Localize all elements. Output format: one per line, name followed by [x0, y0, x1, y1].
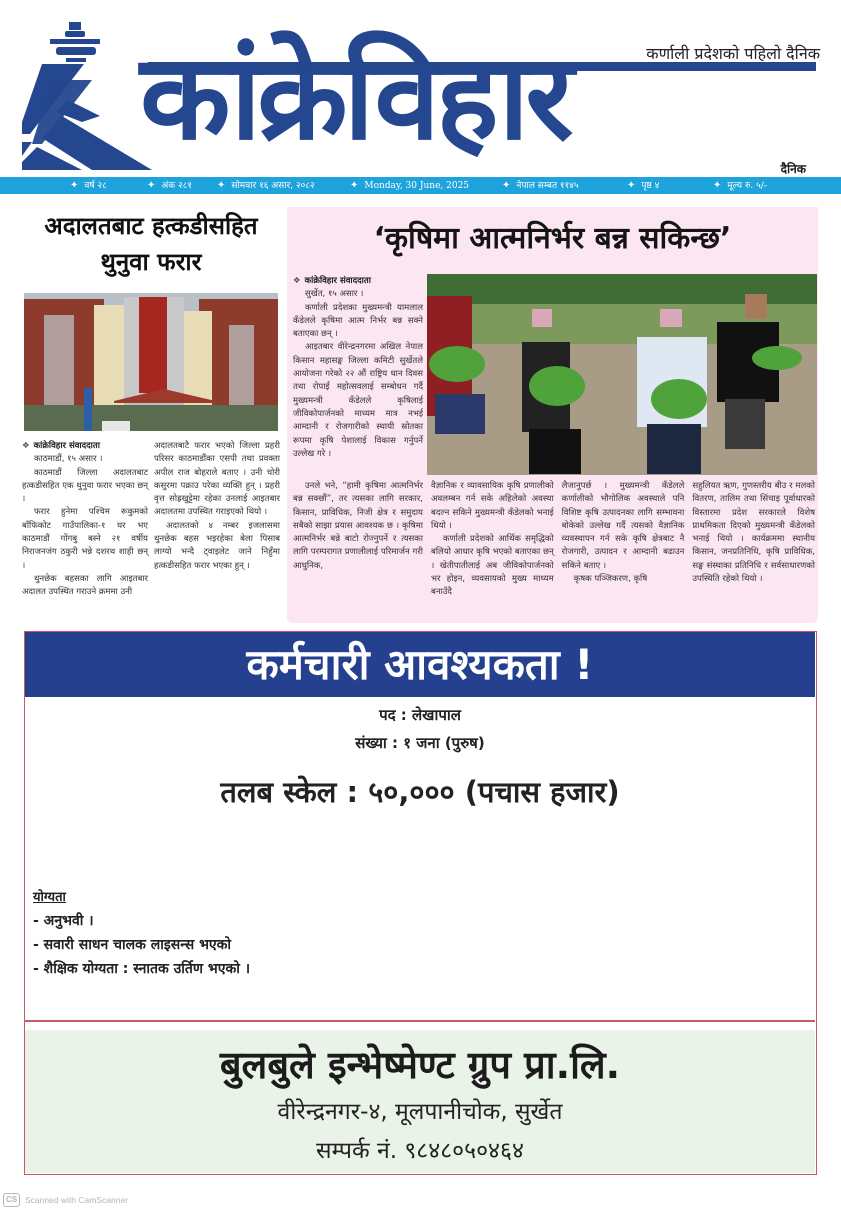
job-count: संख्या : १ जना (पुरुष) — [355, 734, 485, 752]
rice-planting-photo — [427, 274, 817, 475]
info-english-date: ✦ Monday, 30 June, 2025 — [350, 180, 470, 191]
info-price: ✦ मूल्य रु. ५/- — [713, 180, 768, 191]
daily-label: दैनिक — [780, 162, 806, 176]
diamond-bullet-icon: ❖ — [22, 441, 30, 451]
star-icon: ✦ — [502, 180, 511, 191]
masthead — [0, 0, 841, 178]
feature-headline: ‘कृषिमा आत्मनिर्भर बन्न सकिन्छ’ — [373, 221, 732, 256]
qualification-item: - अनुभवी । — [33, 913, 94, 929]
court-escape-story — [22, 200, 280, 620]
watermark-text: Scanned with CamScanner — [25, 1195, 129, 1205]
story-column-1: ❖ कांक्रेविहार संवाददाता काठमाडौं, १५ असार । काठमाडौं जिल्ला अदालतबाट हत्कडीसहित एक थुनुवा फरार भएका छन् । फरार हुनेमा पश्चिम रूकुमको बाँफिकोट गाउँपालिका-१ घर भए काठमाडौं गोंगबु बस्ने २१ वर्षीय निराजनजंग ठकुरी भन्ने दशरथ शाही छन् । थुनछेक बहसका लागि आइतबार अदालत उपस्थित गराउने क्रममा उनी — [22, 441, 148, 598]
star-icon: ✦ — [147, 180, 156, 191]
feature-column-3: लैजानुपर्छ । मुख्यमन्त्री कँडेलले कर्णालीको भौगोलिक अवस्थाले पनि विशिष्ट कृषि उत्पादनका लागि सम्भावना बोकेको उल्लेख गर्दै त्यसको वैज्ञानिक व्यवस्थापन गर्न सके कृषि क्षेत्रबाट नै रोजगारी, उत्पादन र आम्दानी बढाउन सकिने बताए । कृषक पञ्जिकरण, कृषि — [561, 481, 685, 585]
star-icon: ✦ — [350, 180, 359, 191]
camscanner-watermark — [3, 1193, 128, 1207]
camscanner-logo-icon: CS — [3, 1193, 20, 1207]
qualification-item: - शैक्षिक योग्यता : स्नातक उर्तिण भएको । — [33, 961, 251, 977]
info-nepali-date: ✦ सोमवार १६ असार, २०८२ — [217, 180, 315, 191]
qualifications-title: योग्यता — [33, 890, 66, 905]
job-post: पद : लेखापाल — [379, 706, 461, 724]
story-headline: अदालतबाट हत्कडीसहित थुनुवा फरार — [44, 212, 258, 276]
byline: ❖ कांक्रेविहार संवाददाता — [22, 441, 100, 451]
star-icon: ✦ — [70, 180, 79, 191]
byline: ❖ कांक्रेविहार संवाददाता — [293, 276, 371, 286]
company-name: बुलबुले इन्भेष्मेण्ट ग्रुप प्रा.लि. — [219, 1043, 621, 1087]
story-column-2: अदालतबाटै फरार भएको जिल्ला प्रहरी परिसर काठमाडौंका एसपी तथा प्रवक्ता अपील राज बोहराले बताए । उनी चोरी कसुरमा पक्राउ परेका व्यक्ति हुन् । प्रहरी वृत्त सोह्रखुट्टेमा रहेका उनलाई आइतबार अदालतमा उपस्थित गराइएको थियो । अदालतको ४ नम्बर इजलासमा थुनछेक बहस भइरहेका बेला पिसाब लाग्यो भन्दै ट्वाइलेट जाने निहुँमा हत्कडीसहित फरार भएका हुन् । — [154, 441, 280, 571]
info-page: ✦ पृष्ठ ४ — [627, 180, 660, 191]
info-year: ✦ वर्ष २८ — [70, 180, 107, 191]
feature-column-4: सहुलियत ऋण, गुणस्तरीय बीउ र मलको वितरण, तालिम तथा सिंचाइ पूर्वाधारको विस्तारमा प्रदेश सरकारले विशेष प्राथमिकता दिएको मुख्यमन्त्री कँडेलको भनाई थियो । कार्यक्रममा स्थानीय किसान, जनप्रतिनिधि, कृषि प्राविधिक, सङ्घ संस्थाका प्रतिनिधि र सर्वसाधारणको उपस्थिति रहेको थियो । — [692, 481, 816, 585]
salary-scale: तलब स्केल : ५०,००० (पचास हजार) — [220, 775, 620, 809]
company-info — [25, 1030, 815, 1173]
agriculture-feature-story — [287, 207, 818, 623]
info-issue: ✦ अंक २८१ — [147, 180, 193, 191]
feature-column-1: उनले भने, “हामी कृषिमा आत्मनिर्भर बन्न सक्छौं”, तर त्यसका लागि सरकार, किसान, प्राविधिक, निजी क्षेत्र र समुदाय सबैको साझा प्रयास आवश्यक छ । कृषिमा आत्मनिर्भर बन्ने बाटो रोज्नुपर्ने र त्यसका लागि परम्परागत प्रणालीलाई परिमार्जन गरी आधुनिक, — [293, 481, 423, 571]
qualifications — [33, 887, 433, 981]
qualification-item: - सवारी साधन चालक लाइसन्स भएको — [33, 937, 232, 953]
info-nepal-sambat: ✦ नेपाल सम्बत ११४५ — [502, 180, 579, 191]
star-icon: ✦ — [217, 180, 226, 191]
feature-column-2: वैज्ञानिक र व्यावसायिक कृषि प्रणालीको अवलम्बन गर्न सके अहिलेको अवस्था बदल्न सकिने मुख्यमन्त्री कँडेलको भनाई थियो । कर्णाली प्रदेशको आर्थिक समृद्धिको बलियो आधार कृषि भएको बताएका छन् । खेतीपातीलाई अब जीविकोपार्जनको भर होइन, व्यवसायको मुख्य माध्यम बनाउँदै — [431, 481, 554, 598]
feature-intro-column: ❖ कांक्रेविहार संवाददाता सुर्खेत, १५ असार । कर्णाली प्रदेशका मुख्यमन्त्री यामलाल कँडेलले कृषिमा आत्म निर्भर बन्न सक्ने बताएका छन् । आइतबार वीरेन्द्रनगरमा अखिल नेपाल किसान महासङ्घ जिल्ला कमिटी सुर्खेतले आयोजना गरेको २२ औं राष्ट्रिय धान दिवस तथा रोपाईं महोत्सवलाई सम्बोधन गर्दै मुख्यमन्त्री कँडेलले कृषिलाई जीविकोपार्जनको माध्यम मात्र नभई आम्दानी र रोजगारीको स्थायी स्रोतका रूपमा कृषि पेशालाई विकास गर्नुपर्ने उल्लेख गरे । — [293, 276, 423, 459]
ad-divider — [25, 1020, 815, 1022]
feature-body — [293, 480, 815, 600]
job-vacancy-ad — [24, 631, 817, 1175]
tagline: कर्णाली प्रदेशको पहिलो दैनिक — [646, 44, 820, 63]
star-icon: ✦ — [713, 180, 722, 191]
diamond-bullet-icon: ❖ — [293, 276, 301, 286]
story-body — [22, 440, 280, 600]
info-bar — [0, 177, 841, 194]
court-building-photo — [24, 293, 278, 431]
star-icon: ✦ — [627, 180, 636, 191]
company-address: वीरेन्द्रनगर-४, मूलपानीचोक, सुर्खेत — [277, 1099, 563, 1125]
company-phone: सम्पर्क नं. ९८४८०५०४६४ — [316, 1138, 524, 1164]
ad-banner: कर्मचारी आवश्यकता ! — [25, 632, 815, 697]
newspaper-title: कांक्रेविहार — [140, 28, 570, 166]
